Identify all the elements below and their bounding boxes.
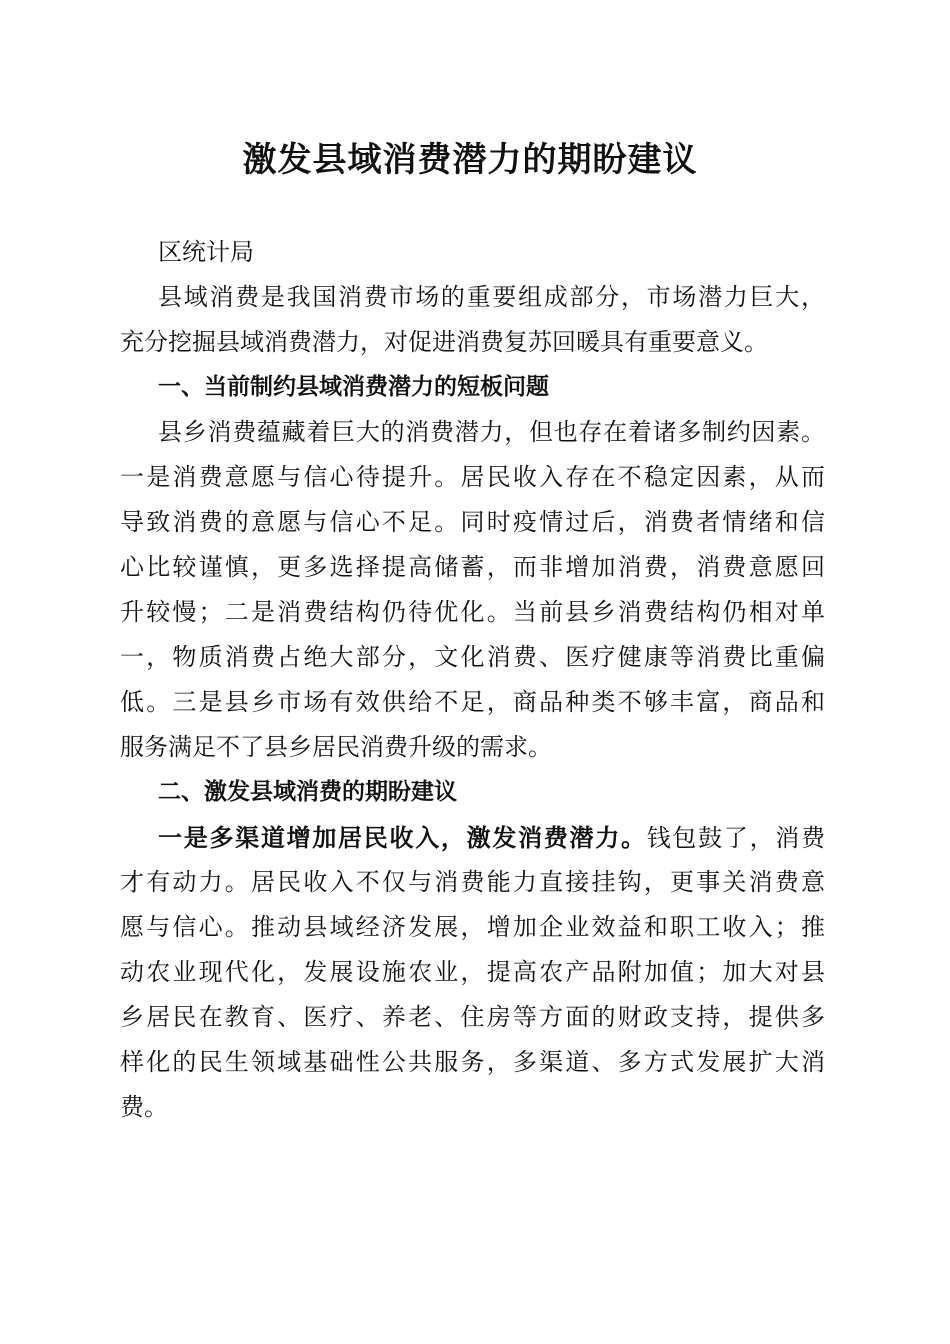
paragraph-line: 服务满足不了县乡居民消费升级的需求。: [120, 733, 552, 761]
intro-line: 充分挖掘县域消费潜力，对促进消费复苏回暖具有重要意义。: [120, 328, 768, 356]
paragraph-line: 愿与信心。推动县域经济发展，增加企业效益和职工收入；推: [120, 913, 825, 941]
paragraph-line: 才有动力。居民收入不仅与消费能力直接挂钩，更事关消费意: [120, 868, 825, 896]
paragraph-line: 一，物质消费占绝大部分，文化消费、医疗健康等消费比重偏: [120, 643, 825, 671]
bold-lead-sentence: 一是多渠道增加居民收入，激发消费潜力。: [158, 823, 647, 852]
lead-tail-text: 钱包鼓了，消费: [646, 824, 825, 852]
page-title: 激发县域消费潜力的期盼建议: [242, 140, 698, 180]
paragraph-line: 心比较谨慎，更多选择提高储蓄，而非增加消费，消费意愿回: [120, 553, 825, 581]
paragraph-line: 乡居民在教育、医疗、养老、住房等方面的财政支持，提供多: [120, 1003, 825, 1031]
paragraph-line: 动农业现代化，发展设施农业，提高农产品附加值；加大对县: [120, 958, 825, 986]
section-heading-1: 一、当前制约县域消费潜力的短板问题: [158, 374, 549, 400]
paragraph-line: 县乡消费蕴藏着巨大的消费潜力，但也存在着诸多制约因素。: [158, 418, 825, 446]
paragraph-line: 费。: [120, 1093, 168, 1121]
paragraph-line: 低。三是县乡市场有效供给不足，商品种类不够丰富，商品和: [120, 688, 825, 716]
paragraph-line: 升较慢；二是消费结构仍待优化。当前县乡消费结构仍相对单: [120, 598, 825, 626]
paragraph-line: 一是消费意愿与信心待提升。居民收入存在不稳定因素，从而: [120, 463, 825, 491]
paragraph-line: [120, 815, 825, 860]
paragraph-line: 导致消费的意愿与信心不足。同时疫情过后，消费者情绪和信: [120, 508, 825, 536]
paragraph-line: 样化的民生领域基础性公共服务，多渠道、多方式发展扩大消: [120, 1048, 825, 1076]
intro-line: 县域消费是我国消费市场的重要组成部分，市场潜力巨大，: [158, 283, 825, 311]
section-heading-2: 二、激发县域消费的期盼建议: [158, 779, 457, 805]
document-body: [120, 230, 825, 1130]
author-line: 区统计局: [158, 238, 254, 266]
